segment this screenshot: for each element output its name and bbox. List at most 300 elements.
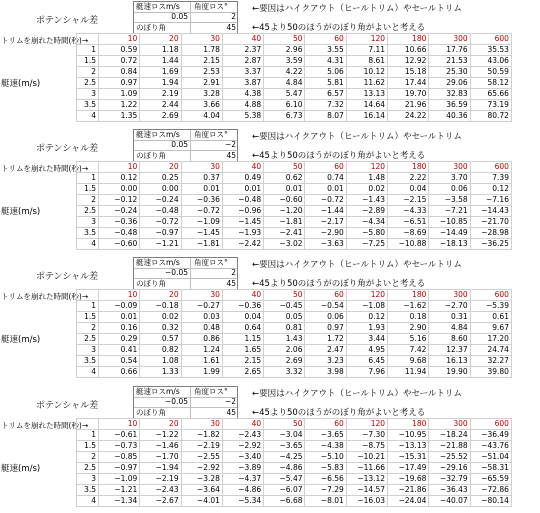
value-cell[interactable]: 2.37 bbox=[222, 45, 263, 56]
value-cell[interactable]: −5.34 bbox=[222, 496, 263, 507]
value-cell[interactable]: 6.73 bbox=[264, 111, 305, 122]
value-cell[interactable]: 4.04 bbox=[181, 111, 222, 122]
value-cell[interactable]: −0.48 bbox=[99, 228, 140, 239]
value-cell[interactable]: 0.01 bbox=[99, 312, 140, 323]
value-cell[interactable]: −6.07 bbox=[264, 485, 305, 496]
value-cell[interactable]: −4.34 bbox=[346, 217, 387, 228]
time-header-cell[interactable]: 40 bbox=[222, 290, 263, 301]
value-cell[interactable]: 2.47 bbox=[305, 345, 346, 356]
value-cell[interactable]: −11.66 bbox=[346, 463, 387, 474]
value-cell[interactable]: −2.43 bbox=[140, 485, 181, 496]
value-cell[interactable]: −0.60 bbox=[99, 239, 140, 250]
value-cell[interactable]: 0.97 bbox=[99, 78, 140, 89]
speed-header-cell[interactable]: 1.5 bbox=[77, 184, 99, 195]
value-cell[interactable]: −43.76 bbox=[470, 441, 511, 452]
value-cell[interactable]: 2.96 bbox=[264, 45, 305, 56]
value-cell[interactable]: 80.72 bbox=[470, 111, 511, 122]
value-cell[interactable]: −1.45 bbox=[181, 228, 222, 239]
value-cell[interactable]: 1.15 bbox=[222, 334, 263, 345]
value-cell[interactable]: −1.94 bbox=[140, 463, 181, 474]
value-cell[interactable]: −25.52 bbox=[429, 452, 470, 463]
speed-header-cell[interactable]: 2.5 bbox=[77, 334, 99, 345]
value-cell[interactable]: 0.54 bbox=[99, 356, 140, 367]
value-cell[interactable]: −14.43 bbox=[470, 206, 511, 217]
value-cell[interactable]: 0.25 bbox=[140, 173, 181, 184]
climb-angle-value[interactable]: 45 bbox=[226, 279, 236, 288]
value-cell[interactable]: −0.36 bbox=[222, 301, 263, 312]
value-cell[interactable]: 0.84 bbox=[99, 67, 140, 78]
value-cell[interactable]: −10.85 bbox=[429, 217, 470, 228]
value-cell[interactable]: 3.59 bbox=[264, 56, 305, 67]
value-cell[interactable]: 0.01 bbox=[305, 184, 346, 195]
value-cell[interactable]: −1.81 bbox=[181, 239, 222, 250]
speed-loss-value[interactable]: −0.05 bbox=[165, 268, 188, 277]
value-cell[interactable]: 3.32 bbox=[264, 367, 305, 378]
value-cell[interactable]: 1.65 bbox=[222, 345, 263, 356]
value-cell[interactable]: −2.89 bbox=[346, 206, 387, 217]
value-cell[interactable]: −58.31 bbox=[470, 463, 511, 474]
value-cell[interactable]: −13.12 bbox=[346, 474, 387, 485]
value-cell[interactable]: 32.27 bbox=[470, 356, 511, 367]
value-cell[interactable]: −2.92 bbox=[222, 441, 263, 452]
value-cell[interactable]: −1.70 bbox=[140, 452, 181, 463]
time-header-cell[interactable]: 60 bbox=[305, 290, 346, 301]
value-cell[interactable]: 3.98 bbox=[305, 367, 346, 378]
value-cell[interactable]: 0.97 bbox=[305, 323, 346, 334]
value-cell[interactable]: −19.68 bbox=[388, 474, 429, 485]
time-header-cell[interactable]: 600 bbox=[470, 419, 511, 430]
time-header-cell[interactable]: 30 bbox=[181, 419, 222, 430]
speed-header-cell[interactable]: 2.5 bbox=[77, 463, 99, 474]
speed-header-cell[interactable]: 1.5 bbox=[77, 312, 99, 323]
value-cell[interactable]: 1.99 bbox=[181, 367, 222, 378]
value-cell[interactable]: −24.04 bbox=[388, 496, 429, 507]
value-cell[interactable]: 14.64 bbox=[346, 100, 387, 111]
value-cell[interactable]: 5.16 bbox=[388, 334, 429, 345]
value-cell[interactable]: −36.49 bbox=[470, 430, 511, 441]
value-cell[interactable]: 0.03 bbox=[181, 312, 222, 323]
value-cell[interactable]: −0.09 bbox=[99, 301, 140, 312]
value-cell[interactable]: −7.16 bbox=[470, 195, 511, 206]
value-cell[interactable]: −2.19 bbox=[140, 474, 181, 485]
value-cell[interactable]: −1.62 bbox=[388, 301, 429, 312]
value-cell[interactable]: 1.43 bbox=[264, 334, 305, 345]
value-cell[interactable]: 4.22 bbox=[264, 67, 305, 78]
value-cell[interactable]: −0.54 bbox=[305, 301, 346, 312]
value-cell[interactable]: −80.14 bbox=[470, 496, 511, 507]
value-cell[interactable]: 0.49 bbox=[222, 173, 263, 184]
time-header-cell[interactable]: 300 bbox=[429, 419, 470, 430]
value-cell[interactable]: 3.87 bbox=[222, 78, 263, 89]
value-cell[interactable]: 36.59 bbox=[429, 100, 470, 111]
value-cell[interactable]: 12.37 bbox=[429, 345, 470, 356]
time-header-cell[interactable]: 120 bbox=[346, 290, 387, 301]
speed-header-cell[interactable]: 3.5 bbox=[77, 356, 99, 367]
value-cell[interactable]: −28.98 bbox=[470, 228, 511, 239]
value-cell[interactable]: 7.32 bbox=[305, 100, 346, 111]
speed-header-cell[interactable]: 2 bbox=[77, 67, 99, 78]
time-header-cell[interactable]: 30 bbox=[181, 162, 222, 173]
value-cell[interactable]: 2.69 bbox=[264, 356, 305, 367]
value-cell[interactable]: −3.65 bbox=[305, 430, 346, 441]
value-cell[interactable]: −5.80 bbox=[346, 228, 387, 239]
value-cell[interactable]: −14.49 bbox=[429, 228, 470, 239]
value-cell[interactable]: 0.32 bbox=[140, 323, 181, 334]
value-cell[interactable]: −36.25 bbox=[470, 239, 511, 250]
speed-header-cell[interactable]: 2.5 bbox=[77, 206, 99, 217]
value-cell[interactable]: −4.33 bbox=[388, 206, 429, 217]
value-cell[interactable]: −6.51 bbox=[388, 217, 429, 228]
speed-header-cell[interactable]: 4 bbox=[77, 111, 99, 122]
value-cell[interactable]: −5.10 bbox=[305, 452, 346, 463]
value-cell[interactable]: 3.66 bbox=[181, 100, 222, 111]
value-cell[interactable]: 7.39 bbox=[470, 173, 511, 184]
value-cell[interactable]: 10.12 bbox=[346, 67, 387, 78]
speed-header-cell[interactable]: 3.5 bbox=[77, 100, 99, 111]
value-cell[interactable]: 17.20 bbox=[470, 334, 511, 345]
value-cell[interactable]: −21.88 bbox=[429, 441, 470, 452]
time-header-cell[interactable]: 10 bbox=[99, 34, 140, 45]
value-cell[interactable]: 0.18 bbox=[388, 312, 429, 323]
value-cell[interactable]: 35.53 bbox=[470, 45, 511, 56]
speed-header-cell[interactable]: 1 bbox=[77, 45, 99, 56]
value-cell[interactable]: 0.02 bbox=[140, 312, 181, 323]
value-cell[interactable]: −1.82 bbox=[181, 430, 222, 441]
value-cell[interactable]: −1.44 bbox=[305, 206, 346, 217]
time-header-cell[interactable]: 40 bbox=[222, 162, 263, 173]
value-cell[interactable]: −0.73 bbox=[99, 441, 140, 452]
value-cell[interactable]: 17.76 bbox=[429, 45, 470, 56]
speed-loss-value[interactable]: −0.05 bbox=[165, 397, 188, 406]
value-cell[interactable]: −1.09 bbox=[181, 217, 222, 228]
speed-header-cell[interactable]: 2 bbox=[77, 323, 99, 334]
value-cell[interactable]: 0.12 bbox=[346, 312, 387, 323]
value-cell[interactable]: −1.43 bbox=[346, 195, 387, 206]
value-cell[interactable]: 6.45 bbox=[346, 356, 387, 367]
value-cell[interactable]: 16.13 bbox=[429, 356, 470, 367]
value-cell[interactable]: 17.44 bbox=[388, 78, 429, 89]
value-cell[interactable]: 0.04 bbox=[388, 184, 429, 195]
time-header-cell[interactable]: 50 bbox=[264, 34, 305, 45]
value-cell[interactable]: 8.61 bbox=[346, 56, 387, 67]
speed-header-cell[interactable]: 3 bbox=[77, 217, 99, 228]
value-cell[interactable]: −0.97 bbox=[99, 463, 140, 474]
value-cell[interactable]: −3.40 bbox=[222, 452, 263, 463]
value-cell[interactable]: 1.44 bbox=[140, 56, 181, 67]
value-cell[interactable]: −18.24 bbox=[429, 430, 470, 441]
value-cell[interactable]: 0.16 bbox=[99, 323, 140, 334]
value-cell[interactable]: 15.18 bbox=[388, 67, 429, 78]
value-cell[interactable]: 21.53 bbox=[429, 56, 470, 67]
value-cell[interactable]: 40.36 bbox=[429, 111, 470, 122]
corner-cell[interactable] bbox=[77, 419, 99, 430]
value-cell[interactable]: 12.92 bbox=[388, 56, 429, 67]
value-cell[interactable]: −32.79 bbox=[429, 474, 470, 485]
value-cell[interactable]: 0.12 bbox=[99, 173, 140, 184]
value-cell[interactable]: −16.03 bbox=[346, 496, 387, 507]
value-cell[interactable]: 11.94 bbox=[388, 367, 429, 378]
value-cell[interactable]: −13.13 bbox=[388, 441, 429, 452]
value-cell[interactable]: −2.70 bbox=[429, 301, 470, 312]
speed-header-cell[interactable]: 4 bbox=[77, 367, 99, 378]
value-cell[interactable]: −4.37 bbox=[222, 474, 263, 485]
value-cell[interactable]: −2.17 bbox=[305, 217, 346, 228]
value-cell[interactable]: 0.31 bbox=[429, 312, 470, 323]
speed-header-cell[interactable]: 1 bbox=[77, 301, 99, 312]
time-header-cell[interactable]: 20 bbox=[140, 34, 181, 45]
value-cell[interactable]: −2.67 bbox=[140, 496, 181, 507]
value-cell[interactable]: 24.22 bbox=[388, 111, 429, 122]
value-cell[interactable]: −0.12 bbox=[99, 195, 140, 206]
value-cell[interactable]: −0.97 bbox=[140, 228, 181, 239]
time-header-cell[interactable]: 30 bbox=[181, 290, 222, 301]
value-cell[interactable]: 0.86 bbox=[181, 334, 222, 345]
time-header-cell[interactable]: 300 bbox=[429, 290, 470, 301]
value-cell[interactable]: 4.95 bbox=[346, 345, 387, 356]
value-cell[interactable]: −18.13 bbox=[429, 239, 470, 250]
value-cell[interactable]: 1.93 bbox=[346, 323, 387, 334]
value-cell[interactable]: 0.01 bbox=[264, 184, 305, 195]
value-cell[interactable]: 1.61 bbox=[181, 356, 222, 367]
value-cell[interactable]: −5.39 bbox=[470, 301, 511, 312]
value-cell[interactable]: 0.72 bbox=[99, 56, 140, 67]
value-cell[interactable]: −7.25 bbox=[346, 239, 387, 250]
value-cell[interactable]: −0.45 bbox=[264, 301, 305, 312]
value-cell[interactable]: −0.61 bbox=[99, 430, 140, 441]
value-cell[interactable]: −6.68 bbox=[264, 496, 305, 507]
value-cell[interactable]: 1.22 bbox=[99, 100, 140, 111]
value-cell[interactable]: −0.36 bbox=[181, 195, 222, 206]
value-cell[interactable]: 2.15 bbox=[181, 56, 222, 67]
value-cell[interactable]: −0.72 bbox=[305, 195, 346, 206]
value-cell[interactable]: −0.36 bbox=[99, 217, 140, 228]
value-cell[interactable]: −7.21 bbox=[429, 206, 470, 217]
value-cell[interactable]: 0.48 bbox=[181, 323, 222, 334]
time-header-cell[interactable]: 20 bbox=[140, 162, 181, 173]
value-cell[interactable]: 2.06 bbox=[264, 345, 305, 356]
time-header-cell[interactable]: 50 bbox=[264, 290, 305, 301]
value-cell[interactable]: −15.31 bbox=[388, 452, 429, 463]
value-cell[interactable]: −3.02 bbox=[264, 239, 305, 250]
value-cell[interactable]: −1.21 bbox=[140, 239, 181, 250]
value-cell[interactable]: 5.81 bbox=[305, 78, 346, 89]
value-cell[interactable]: −4.01 bbox=[181, 496, 222, 507]
value-cell[interactable]: −0.85 bbox=[99, 452, 140, 463]
value-cell[interactable]: 4.84 bbox=[429, 323, 470, 334]
value-cell[interactable]: 1.78 bbox=[181, 45, 222, 56]
value-cell[interactable]: −2.15 bbox=[388, 195, 429, 206]
value-cell[interactable]: 1.69 bbox=[140, 67, 181, 78]
value-cell[interactable]: −2.19 bbox=[181, 441, 222, 452]
value-cell[interactable]: −4.86 bbox=[264, 463, 305, 474]
speed-header-cell[interactable]: 1.5 bbox=[77, 56, 99, 67]
value-cell[interactable]: −29.16 bbox=[429, 463, 470, 474]
value-cell[interactable]: −6.56 bbox=[305, 474, 346, 485]
value-cell[interactable]: −3.04 bbox=[264, 430, 305, 441]
value-cell[interactable]: 3.55 bbox=[305, 45, 346, 56]
value-cell[interactable]: 0.05 bbox=[264, 312, 305, 323]
value-cell[interactable]: 7.96 bbox=[346, 367, 387, 378]
value-cell[interactable]: −0.48 bbox=[140, 206, 181, 217]
time-header-cell[interactable]: 20 bbox=[140, 290, 181, 301]
value-cell[interactable]: 2.15 bbox=[222, 356, 263, 367]
time-header-cell[interactable]: 120 bbox=[346, 162, 387, 173]
value-cell[interactable]: 6.10 bbox=[264, 100, 305, 111]
value-cell[interactable]: 58.12 bbox=[470, 78, 511, 89]
value-cell[interactable]: 2.19 bbox=[140, 89, 181, 100]
value-cell[interactable]: 3.23 bbox=[305, 356, 346, 367]
time-header-cell[interactable]: 50 bbox=[264, 419, 305, 430]
value-cell[interactable]: 5.06 bbox=[305, 67, 346, 78]
value-cell[interactable]: −10.95 bbox=[388, 430, 429, 441]
value-cell[interactable]: −21.86 bbox=[388, 485, 429, 496]
time-header-cell[interactable]: 180 bbox=[388, 419, 429, 430]
value-cell[interactable]: 1.33 bbox=[140, 367, 181, 378]
value-cell[interactable]: −40.07 bbox=[429, 496, 470, 507]
value-cell[interactable]: 0.59 bbox=[99, 45, 140, 56]
speed-header-cell[interactable]: 3 bbox=[77, 89, 99, 100]
value-cell[interactable]: −1.20 bbox=[264, 206, 305, 217]
value-cell[interactable]: 3.28 bbox=[181, 89, 222, 100]
value-cell[interactable]: −0.18 bbox=[140, 301, 181, 312]
value-cell[interactable]: 2.65 bbox=[222, 367, 263, 378]
value-cell[interactable]: −1.09 bbox=[99, 474, 140, 485]
speed-header-cell[interactable]: 2 bbox=[77, 452, 99, 463]
value-cell[interactable]: −0.96 bbox=[222, 206, 263, 217]
value-cell[interactable]: 0.01 bbox=[181, 184, 222, 195]
speed-header-cell[interactable]: 4 bbox=[77, 239, 99, 250]
value-cell[interactable]: 19.90 bbox=[429, 367, 470, 378]
value-cell[interactable]: 0.29 bbox=[99, 334, 140, 345]
value-cell[interactable]: −65.59 bbox=[470, 474, 511, 485]
value-cell[interactable]: −3.65 bbox=[264, 441, 305, 452]
speed-header-cell[interactable]: 3 bbox=[77, 345, 99, 356]
speed-header-cell[interactable]: 2 bbox=[77, 195, 99, 206]
value-cell[interactable]: −1.22 bbox=[140, 430, 181, 441]
time-header-cell[interactable]: 120 bbox=[346, 419, 387, 430]
value-cell[interactable]: −10.21 bbox=[346, 452, 387, 463]
value-cell[interactable]: 5.47 bbox=[264, 89, 305, 100]
value-cell[interactable]: −1.46 bbox=[140, 441, 181, 452]
value-cell[interactable]: 4.38 bbox=[222, 89, 263, 100]
value-cell[interactable]: −10.88 bbox=[388, 239, 429, 250]
value-cell[interactable]: −4.25 bbox=[264, 452, 305, 463]
value-cell[interactable]: −2.42 bbox=[222, 239, 263, 250]
time-header-cell[interactable]: 300 bbox=[429, 34, 470, 45]
value-cell[interactable]: 21.96 bbox=[388, 100, 429, 111]
angle-loss-value[interactable]: 2 bbox=[231, 12, 236, 21]
value-cell[interactable]: 43.06 bbox=[470, 56, 511, 67]
value-cell[interactable]: −3.58 bbox=[429, 195, 470, 206]
value-cell[interactable]: 0.06 bbox=[429, 184, 470, 195]
value-cell[interactable]: 0.61 bbox=[470, 312, 511, 323]
speed-header-cell[interactable]: 4 bbox=[77, 496, 99, 507]
value-cell[interactable]: 0.06 bbox=[305, 312, 346, 323]
value-cell[interactable]: 25.30 bbox=[429, 67, 470, 78]
climb-angle-value[interactable]: 45 bbox=[226, 23, 236, 32]
value-cell[interactable]: 0.74 bbox=[305, 173, 346, 184]
value-cell[interactable]: 2.91 bbox=[181, 78, 222, 89]
value-cell[interactable]: −3.64 bbox=[181, 485, 222, 496]
value-cell[interactable]: 1.18 bbox=[140, 45, 181, 56]
value-cell[interactable]: 13.13 bbox=[346, 89, 387, 100]
climb-angle-value[interactable]: 45 bbox=[226, 408, 236, 417]
value-cell[interactable]: −14.57 bbox=[346, 485, 387, 496]
value-cell[interactable]: 1.35 bbox=[99, 111, 140, 122]
value-cell[interactable]: −8.69 bbox=[388, 228, 429, 239]
value-cell[interactable]: 0.82 bbox=[140, 345, 181, 356]
speed-header-cell[interactable]: 1.5 bbox=[77, 441, 99, 452]
value-cell[interactable]: 24.74 bbox=[470, 345, 511, 356]
value-cell[interactable]: −7.29 bbox=[305, 485, 346, 496]
value-cell[interactable]: 0.04 bbox=[222, 312, 263, 323]
value-cell[interactable]: −0.72 bbox=[140, 217, 181, 228]
value-cell[interactable]: −17.49 bbox=[388, 463, 429, 474]
value-cell[interactable]: −1.08 bbox=[346, 301, 387, 312]
value-cell[interactable]: −5.83 bbox=[305, 463, 346, 474]
value-cell[interactable]: 3.37 bbox=[222, 67, 263, 78]
speed-header-cell[interactable]: 2.5 bbox=[77, 78, 99, 89]
value-cell[interactable]: −1.21 bbox=[99, 485, 140, 496]
corner-cell[interactable] bbox=[77, 162, 99, 173]
value-cell[interactable]: −0.24 bbox=[99, 206, 140, 217]
time-header-cell[interactable]: 600 bbox=[470, 34, 511, 45]
value-cell[interactable]: 0.00 bbox=[99, 184, 140, 195]
value-cell[interactable]: 73.19 bbox=[470, 100, 511, 111]
value-cell[interactable]: −5.47 bbox=[264, 474, 305, 485]
value-cell[interactable]: 0.81 bbox=[264, 323, 305, 334]
value-cell[interactable]: 0.66 bbox=[99, 367, 140, 378]
value-cell[interactable]: 7.11 bbox=[346, 45, 387, 56]
value-cell[interactable]: 6.57 bbox=[305, 89, 346, 100]
value-cell[interactable]: −3.28 bbox=[181, 474, 222, 485]
time-header-cell[interactable]: 50 bbox=[264, 162, 305, 173]
value-cell[interactable]: 0.41 bbox=[99, 345, 140, 356]
value-cell[interactable]: −0.72 bbox=[181, 206, 222, 217]
value-cell[interactable]: 4.84 bbox=[264, 78, 305, 89]
value-cell[interactable]: 1.94 bbox=[140, 78, 181, 89]
speed-header-cell[interactable]: 3.5 bbox=[77, 485, 99, 496]
time-header-cell[interactable]: 40 bbox=[222, 34, 263, 45]
time-header-cell[interactable]: 180 bbox=[388, 290, 429, 301]
value-cell[interactable]: −1.45 bbox=[222, 217, 263, 228]
speed-loss-value[interactable]: 0.05 bbox=[171, 140, 188, 149]
value-cell[interactable]: 16.14 bbox=[346, 111, 387, 122]
value-cell[interactable]: −3.89 bbox=[222, 463, 263, 474]
value-cell[interactable]: −2.41 bbox=[264, 228, 305, 239]
time-header-cell[interactable]: 600 bbox=[470, 290, 511, 301]
value-cell[interactable]: 0.12 bbox=[470, 184, 511, 195]
climb-angle-value[interactable]: 45 bbox=[226, 151, 236, 160]
value-cell[interactable]: 0.02 bbox=[346, 184, 387, 195]
value-cell[interactable]: 5.38 bbox=[222, 111, 263, 122]
value-cell[interactable]: −21.70 bbox=[470, 217, 511, 228]
value-cell[interactable]: 65.66 bbox=[470, 89, 511, 100]
value-cell[interactable]: 0.01 bbox=[222, 184, 263, 195]
speed-loss-value[interactable]: 0.05 bbox=[171, 12, 188, 21]
value-cell[interactable]: 29.06 bbox=[429, 78, 470, 89]
value-cell[interactable]: 1.08 bbox=[140, 356, 181, 367]
time-header-cell[interactable]: 180 bbox=[388, 162, 429, 173]
value-cell[interactable]: −2.55 bbox=[181, 452, 222, 463]
value-cell[interactable]: 50.59 bbox=[470, 67, 511, 78]
value-cell[interactable]: 2.22 bbox=[388, 173, 429, 184]
value-cell[interactable]: 10.66 bbox=[388, 45, 429, 56]
value-cell[interactable]: 0.64 bbox=[222, 323, 263, 334]
time-header-cell[interactable]: 120 bbox=[346, 34, 387, 45]
value-cell[interactable]: 0.62 bbox=[264, 173, 305, 184]
value-cell[interactable]: −8.01 bbox=[305, 496, 346, 507]
